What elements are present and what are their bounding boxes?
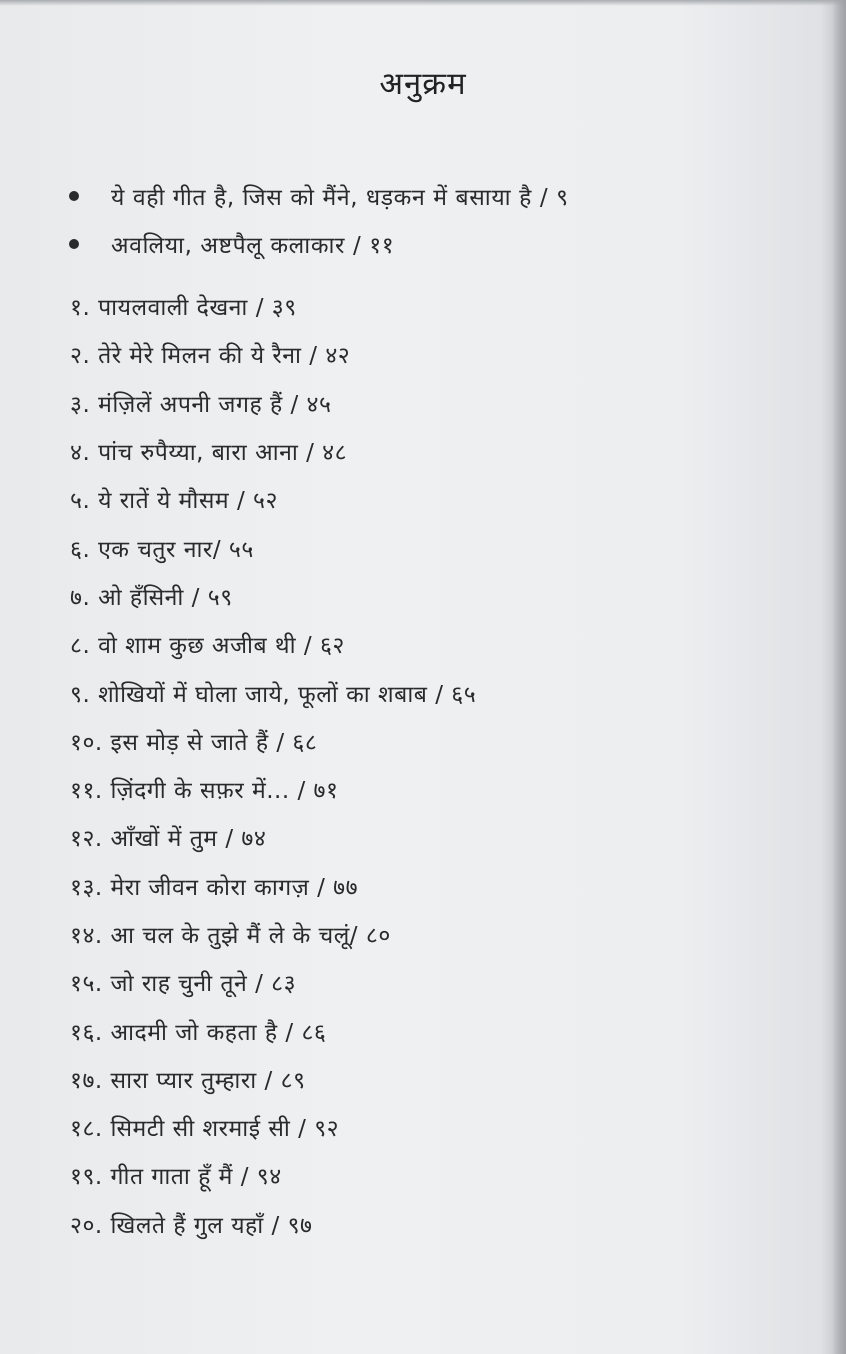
contents-entry: १०. इस मोड़ से जाते हैं / ६८ <box>70 729 318 756</box>
contents-entry: ३. मंज़िलें अपनी जगह हैं / ४५ <box>70 391 332 418</box>
intro-item-text: अवलिया, अष्टपैलू कलाकार / ११ <box>111 233 395 259</box>
contents-entry: ६. एक चतुर नार/ ५५ <box>70 536 254 563</box>
contents-entry: ८. वो शाम कुछ अजीब थी / ६२ <box>70 633 345 660</box>
bullet-icon <box>69 191 79 201</box>
contents-entry: १८. सिमटी सी शरमाई सी / ९२ <box>70 1116 340 1143</box>
contents-entry: १२. आँखों में तुम / ७४ <box>70 826 267 853</box>
contents-entry: ७. ओ हँसिनी / ५९ <box>70 584 233 611</box>
intro-list <box>68 172 788 268</box>
intro-item <box>68 172 788 220</box>
contents-entry: २. तेरे मेरे मिलन की ये रैना / ४२ <box>70 343 351 370</box>
page-title: अनुक्रम <box>379 66 467 102</box>
contents-entry: १६. आदमी जो कहता है / ८६ <box>70 1019 327 1046</box>
bullet-icon <box>69 239 79 249</box>
contents-entry: २०. खिलते हैं गुल यहाँ / ९७ <box>70 1212 313 1239</box>
contents-entry: ९. शोखियों में घोला जाये, फूलों का शबाब / ६५ <box>70 681 477 708</box>
contents-entry: १९. गीत गाता हूँ मैं / ९४ <box>70 1164 282 1191</box>
page-top-shadow <box>0 0 846 6</box>
page-binding-edge <box>832 0 846 1354</box>
contents-entry: ११. ज़िंदगी के सफ़र में... / ७१ <box>70 778 339 805</box>
contents-entry: १. पायलवाली देखना / ३९ <box>70 295 297 322</box>
contents-list <box>70 282 810 1248</box>
contents-entry: १७. सारा प्यार तुम्हारा / ८९ <box>70 1067 306 1094</box>
contents-entry: ५. ये रातें ये मौसम / ५२ <box>70 488 278 515</box>
contents-entry: ४. पांच रुपैय्या, बारा आना / ४८ <box>70 440 348 467</box>
contents-entry: १४. आ चल के तुझे मैं ले के चलूं/ ८० <box>70 923 391 949</box>
contents-entry: १५. जो राह चुनी तूने / ८३ <box>70 971 297 998</box>
contents-entry: १३. मेरा जीवन कोरा कागज़ / ७७ <box>70 874 359 901</box>
intro-item-text: ये वही गीत है, जिस को मैंने, धड़कन में बसाया है / ९ <box>111 185 569 211</box>
intro-item <box>68 220 788 268</box>
